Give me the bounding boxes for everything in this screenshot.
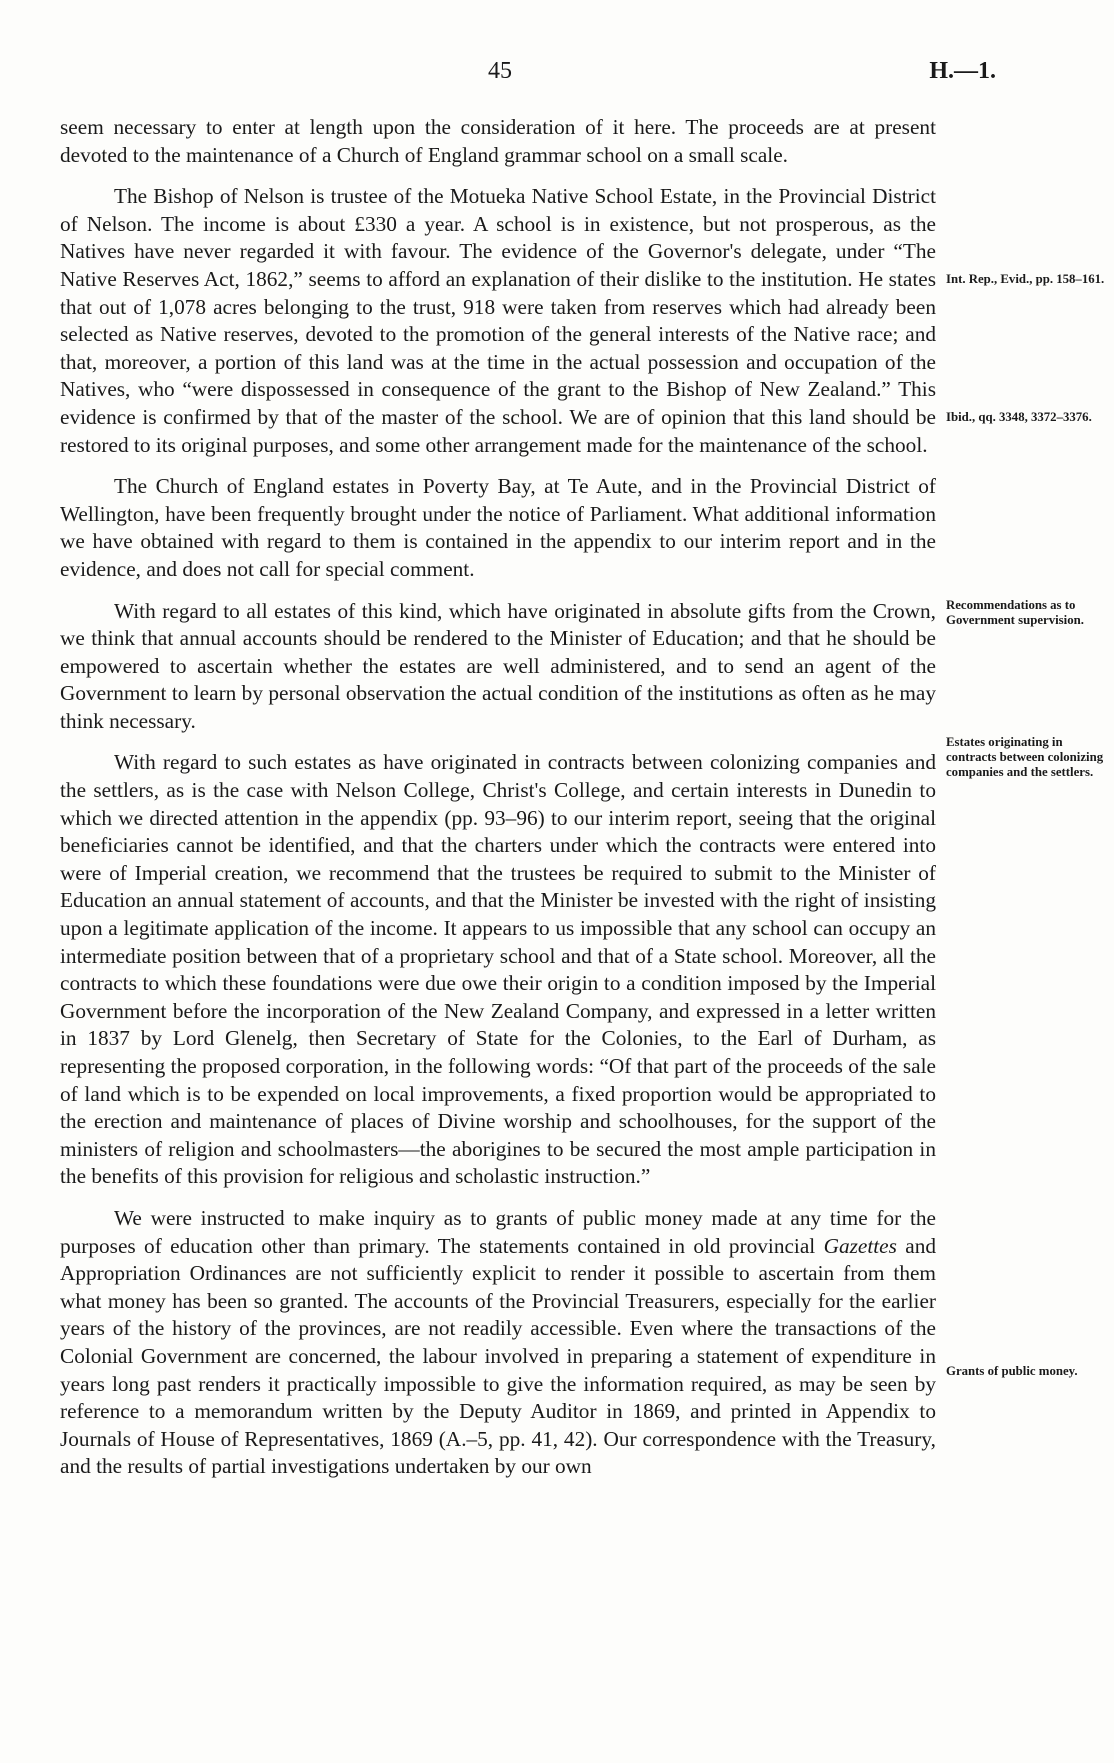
document-code: H.—1. [929,58,996,84]
page-number: 45 [488,58,512,84]
paragraph-3: The Church of England estates in Poverty Bay, at Te Aute, and in the Provincial District of Wellington, have been frequently brought under the notice of Parliament. What additional information we have obtained with regard to them is contained in the appendix to our interim report and in the evidence, and does not call for special comment. [60,474,936,581]
paragraph-6-part-1: We were instructed to make inquiry as to grants of public money made at any time for the purposes of education other than primary. The statements contained in old provincial [60,1205,936,1258]
body-text [60,114,936,1495]
paragraph-6-italic: Gazettes [823,1233,897,1258]
paragraph-6 [60,1205,936,1481]
margin-note-grants: Grants of public money. [946,1364,1078,1378]
paragraph-5: With regard to such estates as have originated in contracts between colonizing companies and the settlers, as is the case with Nelson College, Christ's College, and certain interests in Dunedin to which we directed attention in the appendix (pp. 93–96) to our interim report, seeing that the original beneficiaries cannot be identified, and that the charters under which the contracts were entered into were of Imperial creation, we recommend that the trustees be required to submit to the Minister of Education an annual statement of accounts, and that the Minister be invested with the right of insisting upon a legitimate application of the income. It appears to us impossible that any school can occupy an intermediate position between that of a proprietary school and that of a State school. Moreover, all the contracts to which these foundations were due owe their origin to a condition imposed by the Imperial Government before the incorporation of the New Zealand Company, and expressed in a letter written in 1837 by Lord Glenelg, then Secretary of State for the Colonies, to the Earl of Durham, as representing the proposed corporation, in the following words: “Of that part of the proceeds of the sale of land which is to be expended on local improvements, a fixed proportion would be appropriated to the erection and maintenance of places of Divine worship and schoolhouses, for the support of the ministers of religion and schoolmasters—the aborigines to be secured the most ample participation in the benefits of this provision for religious and scholastic instruction.” [60,750,936,1189]
margin-note-int-rep: Int. Rep., Evid., pp. 158–161. [946,272,1105,286]
paragraph-4: With regard to all estates of this kind, which have originated in absolute gifts from the Crown, we think that annual accounts should be rendered to the Minister of Education; and that he should be empowered to ascertain whether the estates are well administered, and to send an agent of the Government to learn by personal observation the actual condition of the institutions as often as he may think necessary. [60,598,936,733]
paragraph-6-part-2: and Appropriation Ordinances are not sufficiently explicit to render it possible to ascertain from them what money has been so granted. The accounts of the Provincial Treasurers, especially for the earlier years of the history of the provinces, are not readily accessible. Even where the transactions of the Colonial Government are concerned, the labour involved in preparing a statement of expenditure in years long past renders it practically impossible to give the information required, as may be seen by reference to a memorandum written by the Deputy Auditor in 1869, and printed in Appendix to Journals of House of Representatives, 1869 (A.–5, pp. 41, 42). Our correspondence with the Treasury, and the results of partial investigations undertaken by our own [60,1233,936,1479]
paragraph-1: seem necessary to enter at length upon the consideration of it here. The proceeds are at present devoted to the maintenance of a Church of England grammar school on a small scale. [60,115,936,167]
margin-note-estates: Estates originating in contracts between colonizing companies and the settlers. [946,735,1104,779]
margin-note-ibid: Ibid., qq. 3348, 3372–3376. [946,410,1092,424]
margin-note-recommendations: Recommendations as to Government supervision. [946,598,1084,627]
paragraph-2: The Bishop of Nelson is trustee of the Motueka Native School Estate, in the Provincial District of Nelson. The income is about £330 a year. A school is in existence, but not prosperous, as the Natives have never regarded it with favour. The evidence of the Governor's delegate, under “The Native Reserves Act, 1862,” seems to afford an explanation of their dislike to the institution. He states that out of 1,078 acres belonging to the trust, 918 were taken from reserves which had already been selected as Native reserves, devoted to the promotion of the general interests of the Native race; and that, moreover, a portion of this land was at the time in the actual possession and occupation of the Natives, who “were dispossessed in consequence of the grant to the Bishop of New Zealand.” This evidence is confirmed by that of the master of the school. We are of opinion that this land should be restored to its original purposes, and some other arrangement made for the maintenance of the school. [60,184,936,457]
